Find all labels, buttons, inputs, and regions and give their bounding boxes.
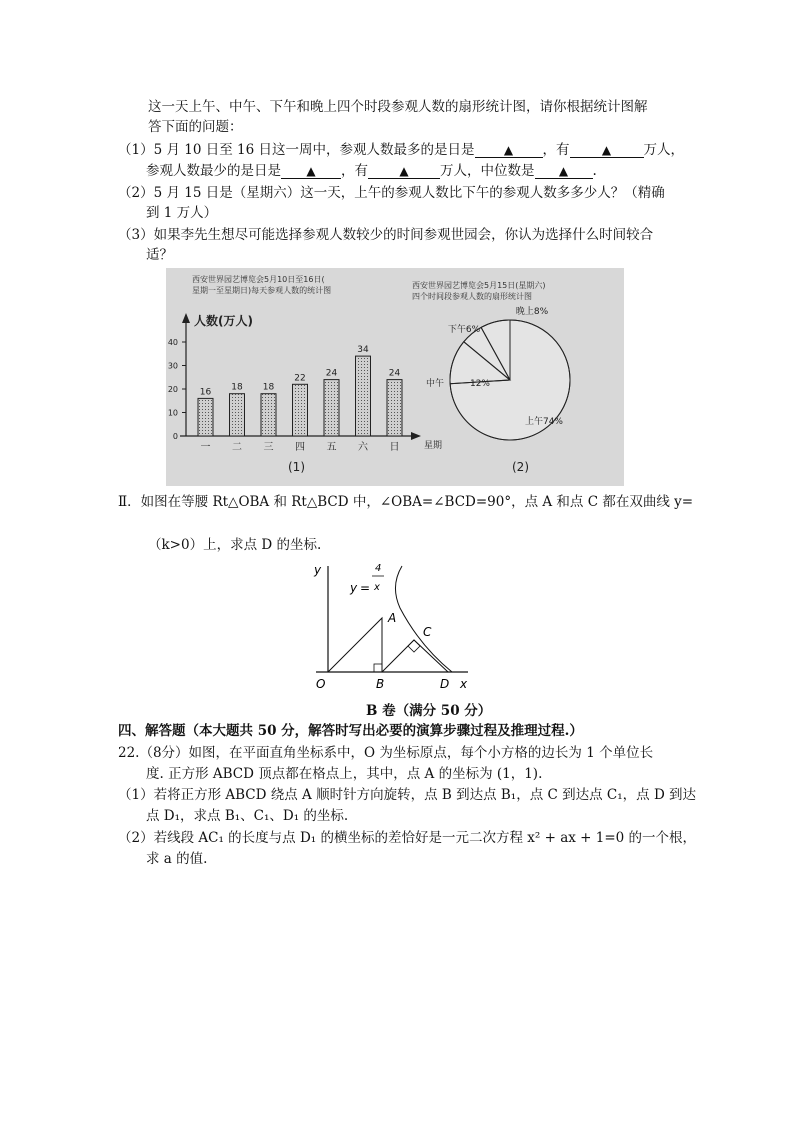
- problem-22-line-2: 度. 正方形 ABCD 顶点都在格点上，其中，点 A 的坐标为 (1，1).: [146, 766, 543, 782]
- q1-text-b: ，有: [542, 142, 570, 158]
- y-tick-label: 10: [167, 408, 178, 418]
- bar-value-label: 24: [325, 368, 338, 379]
- pie-slice-label: 晚上8%: [515, 307, 549, 317]
- function-equals: =: [360, 581, 371, 595]
- category-label: 二: [232, 442, 242, 453]
- point-b-label: B: [376, 677, 385, 691]
- y-tick-label: 40: [167, 338, 178, 347]
- answer-blank[interactable]: ▲: [570, 143, 644, 158]
- answer-blank[interactable]: ▲: [368, 164, 440, 179]
- problem-22-q1-line-1: （1）若将正方形 ABCD 绕点 A 顺时针方向旋转，点 B 到达点 B₁，点 C 到达点 C₁，点 D 到达: [118, 787, 697, 803]
- intro-line-2: 答下面的问题：: [148, 119, 243, 135]
- bar: [198, 398, 213, 436]
- question-3-line-1: （3）如果李先生想尽可能选择参观人数较少的时间参观世园会，你认为选择什么时间较合: [118, 227, 654, 243]
- x-axis-arrow-icon: [411, 432, 421, 440]
- intro-line-1: 这一天上午、中午、下午和晚上四个时段参观人数的扇形统计图，请你根据统计图解: [148, 99, 648, 115]
- bar: [324, 380, 339, 436]
- hyperbola-curve: [395, 566, 452, 672]
- bar-value-label: 18: [231, 382, 243, 393]
- problem-22-line-1: 22.（8分）如图，在平面直角坐标系中，O 为坐标原点，每个小方格的边长为 1 个单位长: [118, 745, 654, 761]
- y-axis-label: y: [314, 563, 322, 577]
- problem-22-q2-line-1: （2）若线段 AC₁ 的长度与点 D₁ 的横坐标的差恰好是一元二次方程 x² + ax + 1=0 的一个根，: [118, 830, 697, 846]
- answer-blank[interactable]: ▲: [281, 164, 341, 179]
- statistics-svg: [166, 268, 624, 486]
- bar: [293, 384, 308, 436]
- function-denominator: x: [374, 582, 380, 593]
- q1-text-f: 万人，中位数是: [440, 163, 535, 179]
- x-axis-label: 星期: [424, 441, 443, 451]
- category-label: 四: [295, 442, 305, 453]
- bar-value-label: 18: [262, 382, 275, 393]
- question-1-line-1: [118, 141, 684, 159]
- y-tick-label: 20: [167, 385, 178, 394]
- bar-chart-ylabel: 人数(万人): [194, 314, 253, 328]
- question-1-line-2: [146, 162, 597, 180]
- right-angle-b: [374, 664, 382, 672]
- bar: [387, 380, 402, 436]
- question-2-line-1: （2）5 月 15 日是（星期六）这一天，上午的参观人数比下午的参观人数多多少人？（精确: [118, 185, 665, 201]
- right-angle-c: [408, 640, 420, 652]
- point-c-label: C: [423, 625, 432, 639]
- function-numerator: 4: [375, 563, 382, 574]
- q1-text-e: ，有: [341, 163, 368, 179]
- category-label: 五: [326, 442, 337, 453]
- pie-slice-label: 中午: [426, 379, 445, 389]
- problem-22-q1-line-2: 点 D₁，求点 B₁、C₁、D₁ 的坐标.: [146, 808, 349, 824]
- category-label: 六: [358, 442, 368, 453]
- answer-blank[interactable]: ▲: [535, 164, 593, 179]
- origin-label: O: [316, 677, 326, 691]
- category-label: 一: [200, 442, 211, 453]
- q1-text-d: 参观人数最少的是日是: [146, 163, 281, 179]
- y-tick-label: 0: [172, 432, 178, 441]
- pie-chart-caption: (2): [512, 460, 529, 474]
- statistics-figure: [166, 268, 624, 486]
- bar-value-label: 24: [388, 368, 401, 379]
- bar: [356, 356, 371, 436]
- point-a-label: A: [388, 611, 397, 625]
- problem-22-q2-line-2: 求 a 的值.: [146, 851, 208, 867]
- y-axis-arrow-icon: [182, 313, 190, 323]
- bar-value-label: 16: [199, 387, 212, 398]
- pie-slice-label: 12%: [469, 379, 491, 389]
- triangle-bcd: [382, 640, 448, 672]
- answer-blank[interactable]: ▲: [475, 143, 543, 158]
- pie-chart-title: 西安世界园艺博览会5月15日(星期六) 四个时间段参观人数的扇形统计图: [412, 281, 546, 301]
- category-label: 日: [389, 442, 400, 453]
- bar: [261, 394, 276, 436]
- x-axis-label: x: [460, 677, 468, 691]
- question-2-line-2: 到 1 万人）: [146, 205, 218, 221]
- bar-value-label: 34: [357, 345, 369, 356]
- function-y-label: y: [350, 581, 358, 595]
- section-b-title: B 卷（满分 50 分）: [366, 703, 492, 719]
- pie-slice-label: 上午74%: [524, 417, 564, 427]
- bar: [230, 394, 245, 436]
- y-tick-label: 30: [167, 361, 178, 371]
- bar-value-label: 22: [294, 373, 306, 384]
- hyperbola-figure: [308, 556, 488, 696]
- problem-2-line-2: （k>0）上，求点 D 的坐标.: [148, 537, 322, 553]
- section-4-heading: 四、解答题（本大题共 50 分，解答时写出必要的演算步骤过程及推理过程.）: [118, 723, 583, 739]
- q1-text-a: （1）5 月 10 日至 16 日这一周中，参观人数最多的是日是: [118, 142, 475, 158]
- q1-text-c: 万人，: [643, 142, 684, 158]
- pie-slice-label: 下午6%: [447, 325, 481, 335]
- q1-text-g: .: [592, 163, 597, 179]
- bar-chart-caption: (1): [288, 460, 305, 474]
- point-d-label: D: [440, 677, 450, 691]
- category-label: 三: [263, 442, 274, 453]
- question-3-line-2: 适？: [146, 247, 173, 263]
- bar-chart-title: 西安世界园艺博览会5月10日至16日( 星期一至星期日)每天参观人数的统计图: [192, 275, 332, 295]
- problem-2-line-1: Ⅱ．如图在等腰 Rt△OBA 和 Rt△BCD 中，∠OBA=∠BCD=90°，点 A 和点 C 都在双曲线 y=: [118, 494, 694, 510]
